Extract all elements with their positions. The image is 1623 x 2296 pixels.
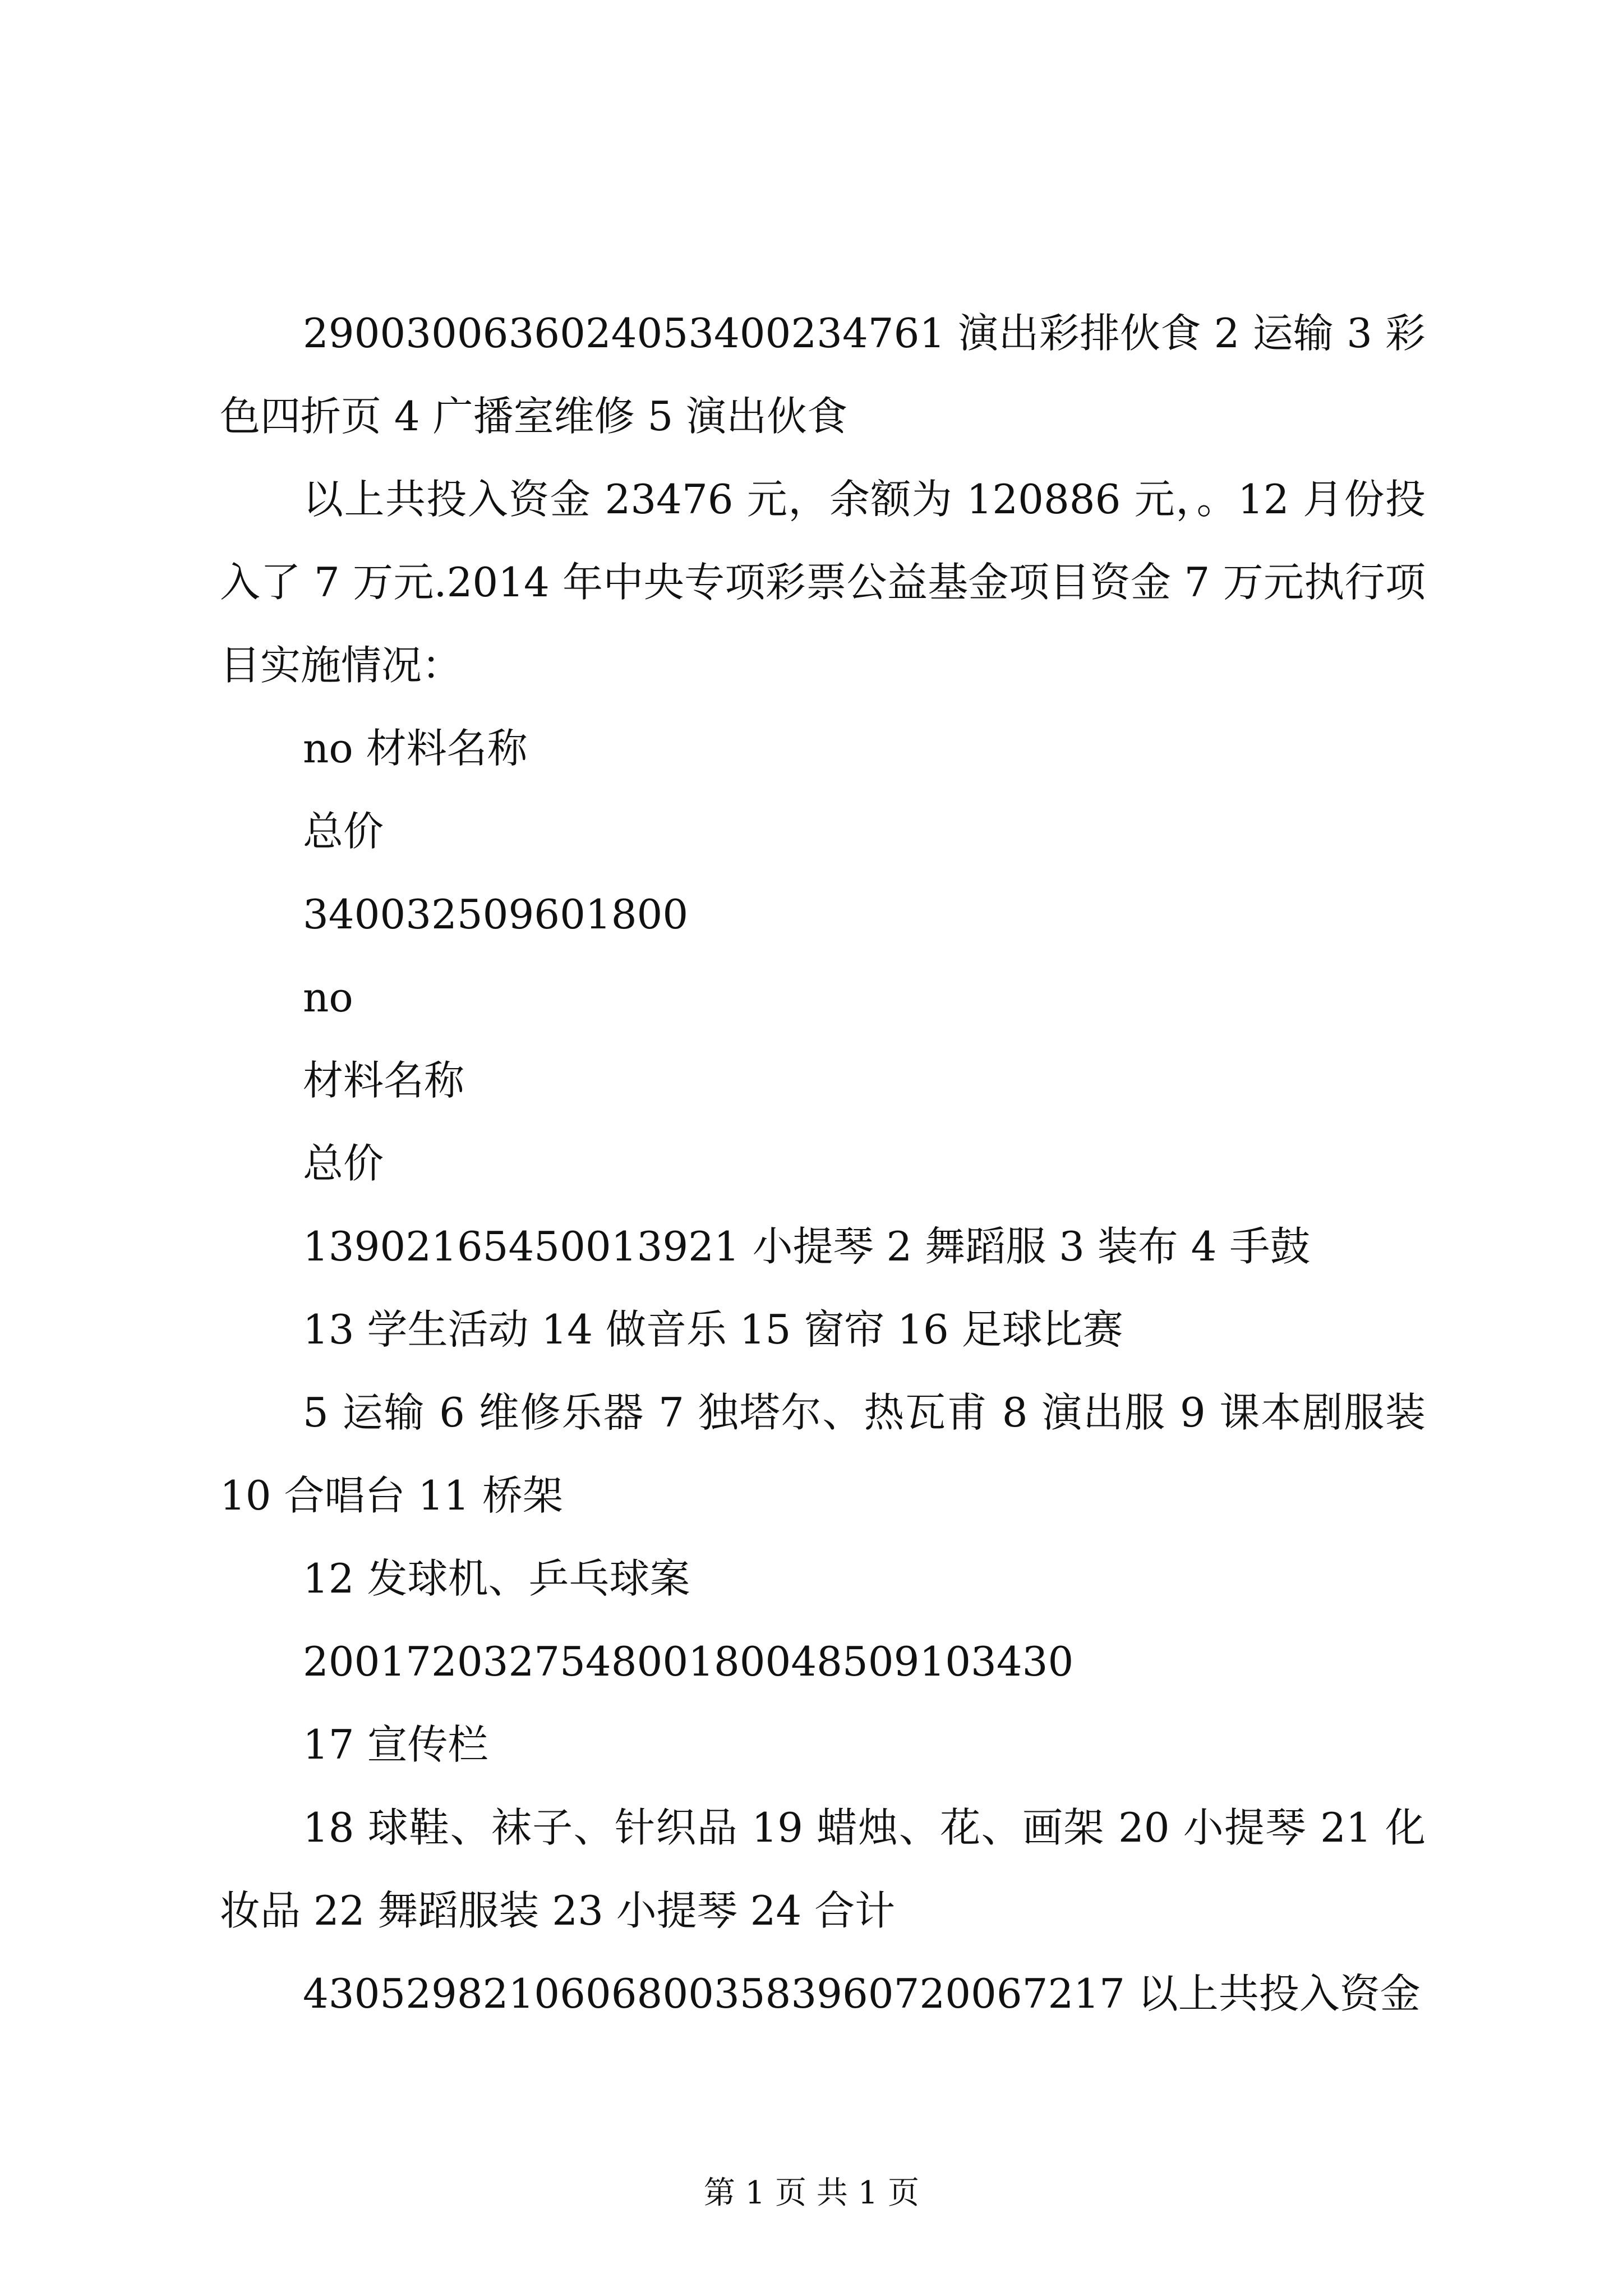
paragraph-8: 总价 — [303, 1140, 384, 1187]
paragraph-9: 13902165450013921 小提琴 2 舞蹈服 3 装布 4 手鼓 — [303, 1223, 1311, 1270]
paragraph-4: 总价 — [303, 808, 384, 855]
paragraph-11: 5 运输 6 维修乐器 7 独塔尔、热瓦甫 8 演出服 9 课本剧服装 10 合唱台 11 桥架 — [220, 1389, 1426, 1519]
paragraph-15: 18 球鞋、袜子、针织品 19 蜡烛、花、画架 20 小提琴 21 化妆品 22 舞蹈服装 23 小提琴 24 合计 — [220, 1804, 1426, 1934]
paragraph-12: 12 发球机、乒乓球案 — [303, 1555, 690, 1602]
paragraph-5: 340032509601800 — [303, 891, 689, 938]
paragraph-3: no 材料名称 — [303, 725, 528, 772]
paragraph-13: 20017203275480018004850910343​0 — [303, 1638, 1074, 1685]
paragraph-16: 4305298210606800358396072006721​7 以上共投入资金 — [303, 1970, 1421, 2017]
page-footer: 第 1 页 共 1 页 — [703, 2175, 920, 2211]
paragraph-2: 以上共投入资金 23476 元，余额为 120886 元，。12 月份投入了 7 万元.2014 年中央专项彩票公益基金项目资金 7 万元执行项目实施情况： — [220, 476, 1426, 689]
paragraph-14: 17 宣传栏 — [303, 1721, 488, 1768]
paragraph-7: 材料名称 — [303, 1057, 465, 1104]
document-body — [220, 292, 1426, 2035]
paragraph-1: 29003006360240534002347​61 演出彩排伙食 2 运输 3 彩色四折页 4 广播室维修 5 演出伙食 — [220, 310, 1426, 440]
paragraph-10: 13 学生活动 14 做音乐 15 窗帘 16 足球比赛 — [303, 1306, 1123, 1353]
paragraph-6: no — [303, 974, 353, 1021]
